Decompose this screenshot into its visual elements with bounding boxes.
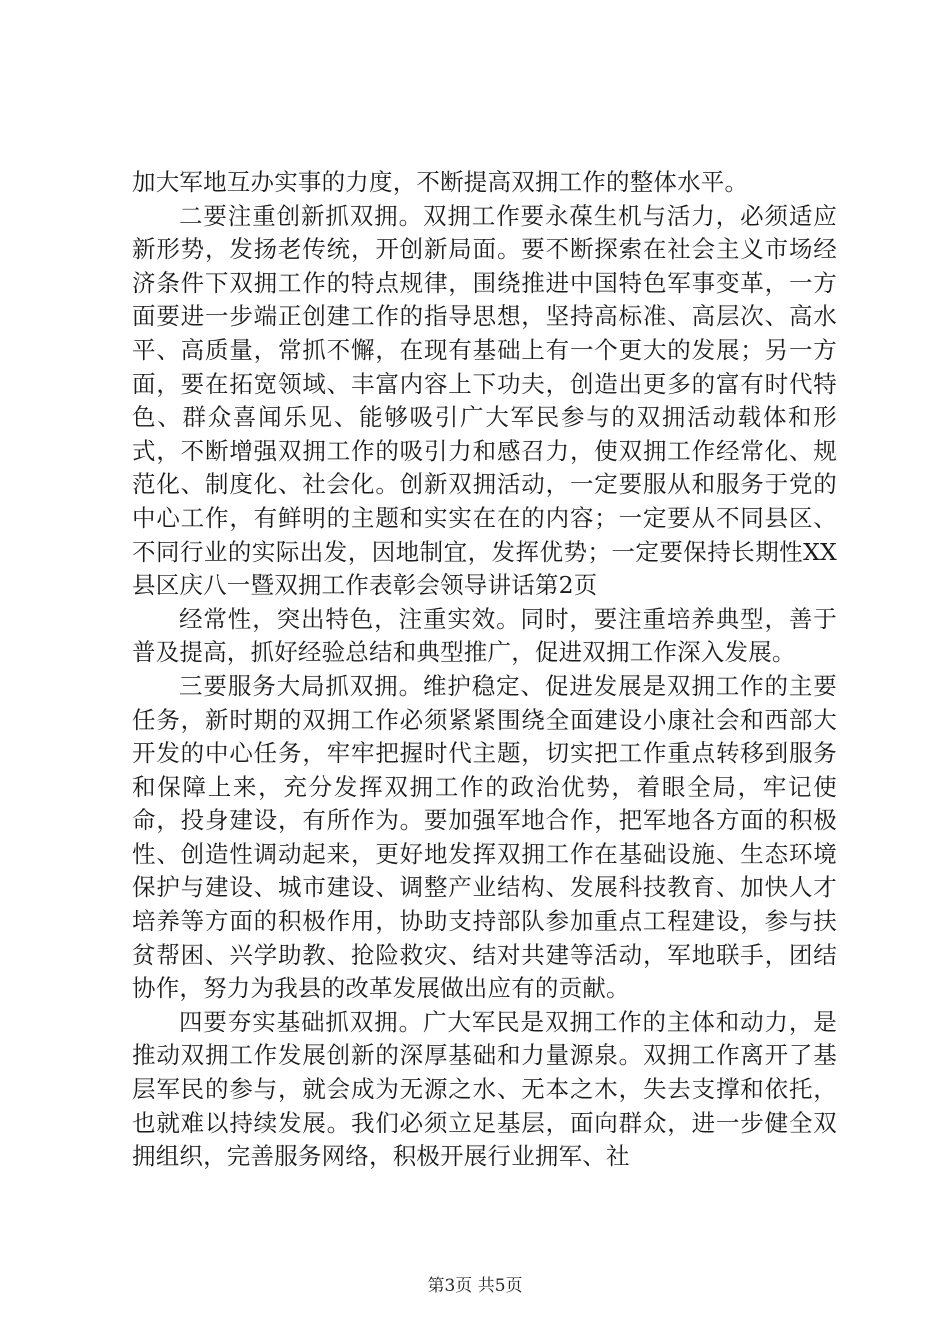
- paragraph-foundation: 四要夯实基础抓双拥。广大军民是双拥工作的主体和动力，是推动双拥工作发展创新的深厚基础和力量源泉。双拥工作离开了基层军民的参与，就会成为无源之水、无本之木，失去支撑和依托，也就难以持续发展。我们必须立足基层，面向群众，进一步健全双拥组织，完善服务网络，积极开展行业拥军、社: [132, 1007, 837, 1171]
- document-body: [132, 166, 837, 1174]
- paragraph-regularity: 经常性，突出特色，注重实效。同时，要注重培养典型，善于普及提高，抓好经验总结和典型推广，促进双拥工作深入发展。: [132, 604, 837, 667]
- paragraph-innovation: 二要注重创新抓双拥。双拥工作要永葆生机与活力，必须适应新形势，发扬老传统，开创新局面。要不断探索在社会主义市场经济条件下双拥工作的特点规律，围绕推进中国特色军事变革，一方面要进一步端正创建工作的指导思想，坚持高标准、高层次、高水平、高质量，常抓不懈，在现有基础上有一个更大的发展；另一方面，要在拓宽领域、丰富内容上下功夫，创造出更多的富有时代特色、群众喜闻乐见、能够吸引广大军民参与的双拥活动载体和形式，不断增强双拥工作的吸引力和感召力，使双拥工作经常化、规范化、制度化、社会化。创新双拥活动，一定要服从和服务于党的中心工作，有鲜明的主题和实实在在的内容；一定要从不同县区、不同行业的实际出发，因地制宜，发挥优势；一定要保持长期性XX县区庆八一暨双拥工作表彰会领导讲话第2页: [132, 201, 837, 600]
- paragraph-overall-situation: 三要服务大局抓双拥。维护稳定、促进发展是双拥工作的主要任务，新时期的双拥工作必须紧紧围绕全面建设小康社会和西部大开发的中心任务，牢牢把握时代主题，切实把工作重点转移到服务和保障上来，充分发挥双拥工作的政治优势，着眼全局，牢记使命，投身建设，有所作为。要加强军地合作，把军地各方面的积极性、创造性调动起来，更好地发挥双拥工作在基础设施、生态环境保护与建设、城市建设、调整产业结构、发展科技教育、加快人才培养等方面的积极作用，协助支持部队参加重点工程建设，参与扶贫帮困、兴学助教、抢险救灾、结对共建等活动，军地联手，团结协作，努力为我县的改革发展做出应有的贡献。: [132, 671, 837, 1003]
- page-number-footer: 第3页 共5页: [427, 1276, 523, 1296]
- paragraph-continuation: 加大军地互办实事的力度，不断提高双拥工作的整体水平。: [132, 168, 749, 196]
